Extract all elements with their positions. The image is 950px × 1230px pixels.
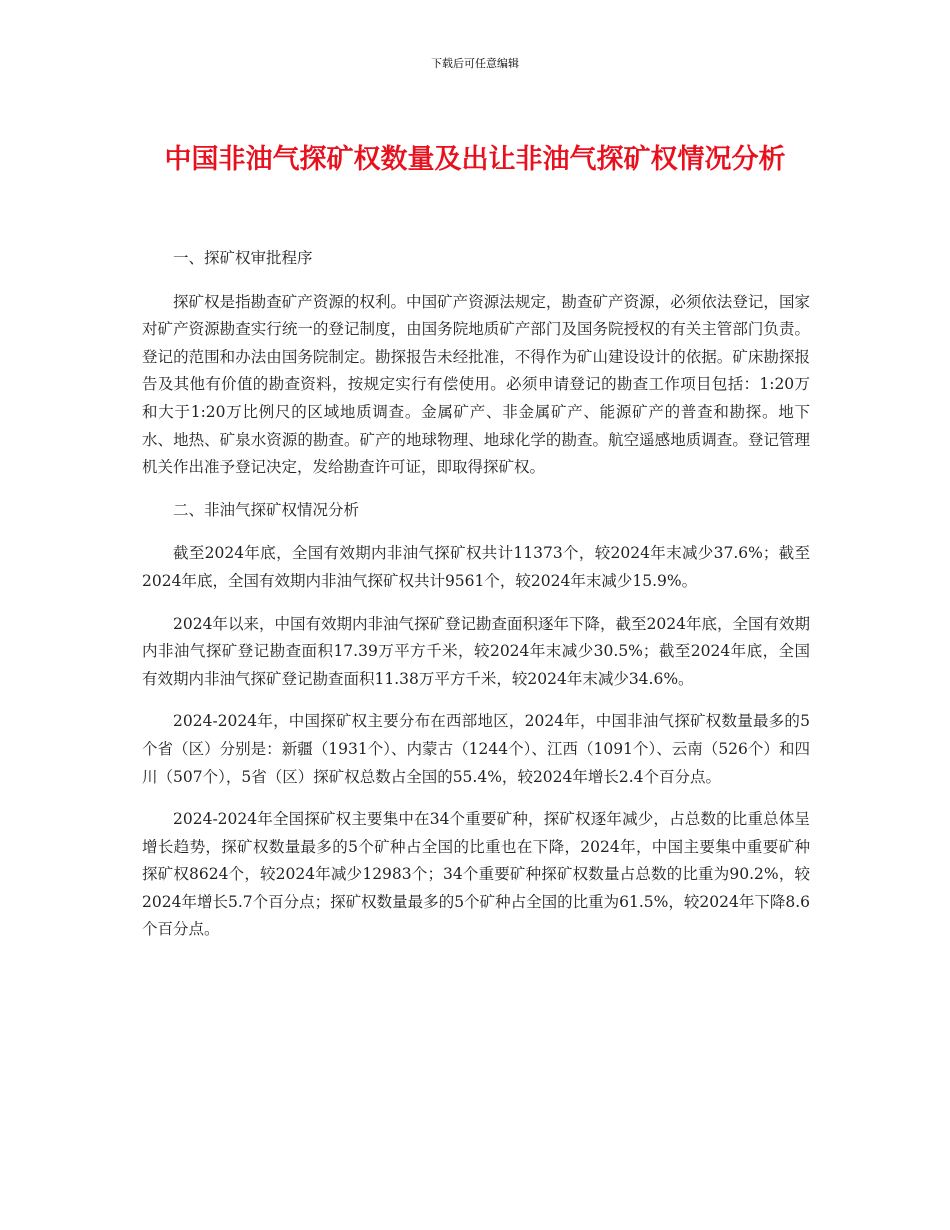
document-body (142, 245, 810, 959)
page-header: 下载后可任意编辑 (431, 57, 519, 70)
section-heading-analysis: 二、非油气探矿权情况分析 (173, 500, 360, 519)
paragraph-area: 2024年以来，中国有效期内非油气探矿登记勘查面积逐年下降，截至2024年底，全国有效期内非油气探矿登记勘查面积17.39万平方千米，较2024年末减少30.5%；截至2024年底，全国有效期内非油气探矿登记勘查面积11.38万平方千米，较2024年末减少34.6%。 (142, 614, 810, 688)
paragraph-approval-procedure: 探矿权是指勘查矿产资源的权利。中国矿产资源法规定，勘查矿产资源，必须依法登记，国家对矿产资源勘查实行统一的登记制度，由国务院地质矿产部门及国务院授权的有关主管部门负责。登记的范围和办法由国务院制定。勘探报告未经批准，不得作为矿山建设设计的依据。矿床勘探报告及其他有价值的勘查资料，按规定实行有偿使用。必须申请登记的勘查工作项目包括：1:20万和大于1:20万比例尺的区域地质调查。金属矿产、非金属矿产、能源矿产的普查和勘探。地下水、地热、矿泉水资源的勘查。矿产的地球物理、地球化学的勘查。航空遥感地质调查。登记管理机关作出准予登记决定，发给勘查许可证，即取得探矿权。 (142, 292, 810, 477)
paragraph-regional-distribution: 2024-2024年，中国探矿权主要分布在西部地区，2024年，中国非油气探矿权数量最多的5个省（区）分别是：新疆（1931个）、内蒙古（1244个）、江西（1091个）、云南（526个）和四川（507个），5省（区）探矿权总数占全国的55.4%，较2024年增长2.4个百分点。 (142, 712, 810, 786)
document-title: 中国非油气探矿权数量及出让非油气探矿权情况分析 (164, 144, 786, 175)
paragraph-count: 截至2024年底，全国有效期内非油气探矿权共计11373个，较2024年末减少37.6%；截至2024年底，全国有效期内非油气探矿权共计9561个，较2024年末减少15.9%。 (142, 544, 810, 590)
paragraph-mineral-types: 2024-2024年全国探矿权主要集中在34个重要矿种，探矿权逐年减少，占总数的比重总体呈增长趋势，探矿权数量最多的5个矿种占全国的比重也在下降，2024年，中国主要集中重要矿种探矿权8624个，较2024年减少12983个；34个重要矿种探矿权数量占总数的比重为90.2%，较2024年增长5.7个百分点；探矿权数量最多的5个矿种占全国的比重为61.5%，较2024年下降8.6个百分点。 (142, 810, 810, 939)
section-heading-approval: 一、探矿权审批程序 (173, 249, 313, 267)
